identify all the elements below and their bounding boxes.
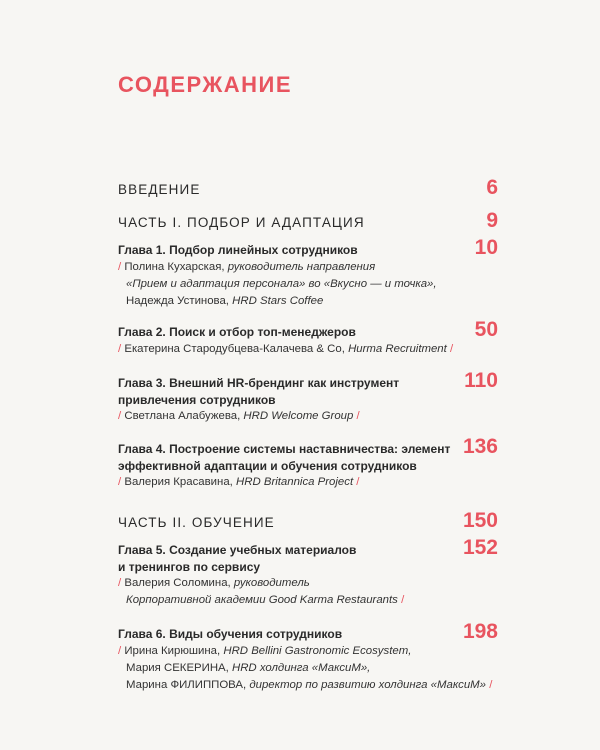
chapter-title-line: эффективной адаптации и обучения сотрудников bbox=[118, 459, 417, 473]
author-name: Валерия Соломина, bbox=[124, 577, 234, 589]
page-number-chapter-1: 10 bbox=[474, 236, 498, 259]
slash-marker: / bbox=[118, 410, 122, 422]
author-role: директор по развитию холдинга «МаксиМ» bbox=[249, 679, 487, 691]
slash-marker: / bbox=[118, 476, 122, 488]
slash-marker: / bbox=[118, 645, 122, 657]
authors-chapter-5 bbox=[118, 575, 518, 609]
page-number-chapter-3: 110 bbox=[464, 369, 498, 392]
author-name: Мария СЕКЕРИНА, bbox=[126, 662, 232, 674]
author-role: HRD Stars Coffee bbox=[232, 295, 324, 307]
slash-marker: / bbox=[449, 343, 454, 355]
author-name: Ирина Кирюшина, bbox=[124, 645, 224, 657]
toc-entry-chapter-1[interactable]: Глава 1. Подбор линейных сотрудников bbox=[118, 243, 358, 257]
chapter-title-line: и тренингов по сервису bbox=[118, 560, 261, 574]
author-name: Марина ФИЛИППОВА, bbox=[126, 679, 250, 691]
chapter-title-line: Глава 5. Создание учебных материалов bbox=[118, 543, 357, 557]
page-number-part-2: 150 bbox=[462, 509, 498, 532]
toc-entry-chapter-2[interactable]: Глава 2. Поиск и отбор топ-менеджеров bbox=[118, 325, 356, 339]
toc-entry-intro[interactable]: ВВЕДЕНИЕ bbox=[118, 182, 201, 197]
authors-chapter-4 bbox=[118, 474, 518, 491]
page-number-chapter-2: 50 bbox=[474, 318, 498, 341]
authors-chapter-6 bbox=[118, 643, 558, 694]
toc-entry-chapter-3[interactable] bbox=[118, 375, 498, 409]
page-number-chapter-4: 136 bbox=[462, 435, 498, 458]
page-title: СОДЕРЖАНИЕ bbox=[118, 72, 293, 97]
author-name: Екатерина Стародубцева-Калачева & Co, bbox=[124, 343, 349, 355]
slash-marker: / bbox=[356, 476, 360, 488]
toc-entry-chapter-5[interactable] bbox=[118, 542, 498, 576]
chapter-title-line: Глава 4. Построение системы наставничества: элемент bbox=[118, 442, 451, 456]
page-number-chapter-5: 152 bbox=[462, 536, 498, 559]
toc-entry-chapter-6[interactable]: Глава 6. Виды обучения сотрудников bbox=[118, 627, 343, 641]
author-role: руководитель bbox=[233, 577, 310, 589]
slash-marker: / bbox=[356, 410, 360, 422]
slash-marker: / bbox=[118, 343, 122, 355]
author-role-cont: Корпоративной академии Good Karma Restaurants bbox=[126, 594, 398, 606]
author-role-cont: «Прием и адаптация персонала» во «Вкусно — и точка», bbox=[126, 278, 437, 290]
chapter-title-line: привлечения сотрудников bbox=[118, 393, 276, 407]
author-role: Hurma Recruitment bbox=[348, 343, 447, 355]
toc-entry-part-2[interactable]: ЧАСТЬ II. ОБУЧЕНИЕ bbox=[118, 515, 275, 530]
page-number-part-1: 9 bbox=[486, 209, 498, 232]
authors-chapter-3 bbox=[118, 408, 518, 425]
slash-marker: / bbox=[401, 594, 405, 606]
slash-marker: / bbox=[118, 577, 122, 589]
page-number-chapter-6: 198 bbox=[462, 620, 498, 643]
author-name: Валерия Красавина, bbox=[124, 476, 236, 488]
author-role: руководитель направления bbox=[227, 261, 376, 273]
author-name: Надежда Устинова, bbox=[126, 295, 233, 307]
toc-entry-part-1[interactable]: ЧАСТЬ I. ПОДБОР И АДАПТАЦИЯ bbox=[118, 215, 365, 230]
toc-entry-chapter-4[interactable] bbox=[118, 441, 518, 475]
author-role: HRD Welcome Group bbox=[243, 410, 354, 422]
chapter-title-line: Глава 3. Внешний HR-брендинг как инструмент bbox=[118, 376, 400, 390]
page-number-intro: 6 bbox=[486, 176, 498, 199]
authors-chapter-2 bbox=[118, 341, 518, 358]
author-role: HRD Bellini Gastronomic Ecosystem, bbox=[223, 645, 412, 657]
author-name: Светлана Алабужева, bbox=[124, 410, 244, 422]
slash-marker: / bbox=[118, 261, 122, 273]
authors-chapter-1 bbox=[118, 259, 518, 310]
author-name: Полина Кухарская, bbox=[124, 261, 228, 273]
author-role: HRD Britannica Project bbox=[236, 476, 354, 488]
author-role: HRD холдинга «МаксиМ», bbox=[231, 662, 371, 674]
slash-marker: / bbox=[489, 679, 493, 691]
